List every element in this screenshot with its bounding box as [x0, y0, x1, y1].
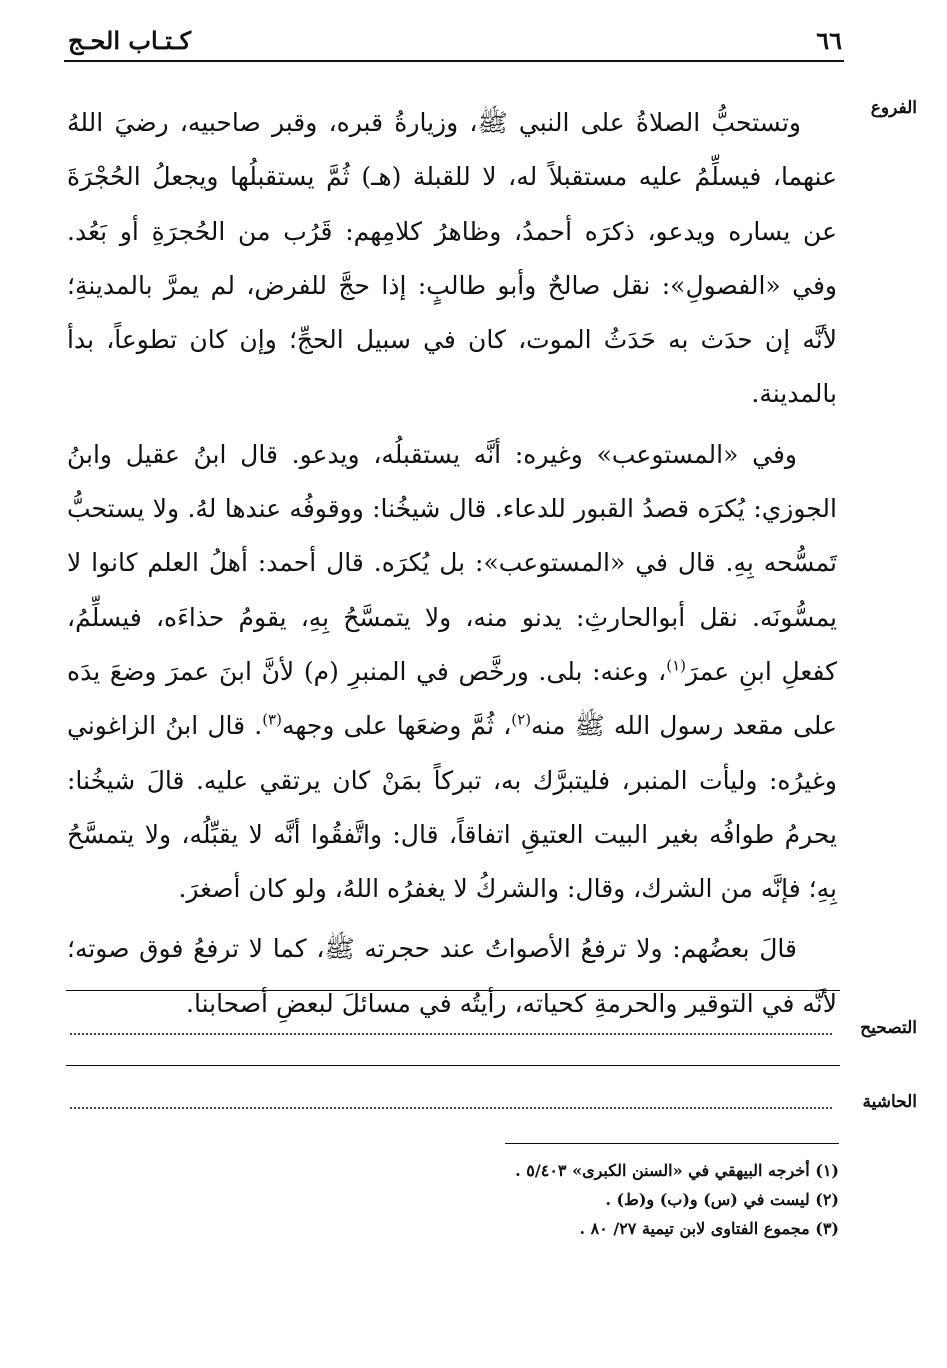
side-label-marginal-notes: الحاشية: [862, 1092, 917, 1112]
paragraph-mustawib: [67, 428, 837, 917]
footnotes: [319, 1156, 839, 1243]
book-title: كـتـاب الحـج: [68, 26, 191, 55]
side-label-correction: التصحيح: [860, 1018, 917, 1038]
footnote-separator: [505, 1143, 839, 1144]
page-header: [64, 24, 844, 62]
paragraph-text: ، وعنه: بلى. ورخَّص في المنبرِ (م) لأنَّ ابنَ عمرَ وضعَ يدَه على مقعد رسول الله ﷺ منه: [67, 656, 837, 741]
main-text: [67, 96, 837, 1031]
paragraph-text: ، ثُمَّ وضعَها على وجهه: [281, 711, 512, 741]
paragraph-voices: قالَ بعضُهم: ولا ترفعُ الأصواتُ عند حجرته ﷺ، كما لا ترفعُ فوق صوته؛ لأنَّه في التوقير والحرمةِ كحياته، رأيتُه في مسائلَ لبعضِ أصحابنا.: [67, 934, 837, 1018]
footnote-3: (٣) مجموع الفتاوى لابن تيمية ٢٧/ ٨٠ .: [579, 1219, 839, 1238]
page-number: ٦٦: [816, 26, 842, 55]
footnote-ref-2: (٢): [511, 710, 532, 729]
section-divider: [66, 990, 840, 991]
footnote-ref-3: (٣): [262, 710, 282, 729]
paragraph-visit: وتستحبُّ الصلاةُ على النبي ﷺ، وزيارةُ قبره، وقبر صاحبيه، رضيَ اللهُ عنهما، فيسلِّمُ عليه مستقبلاً له، لا للقبلة (هـ) ثُمَّ يستقبلُها ويجعلُ الحُجْرَةَ عن يساره ويدعو، ذكرَه أحمدُ، وظاهرُ كلامِهم: قَرُب من الحُجرَةِ أو بَعُد. وفي «الفصولِ»: نقل صالحٌ وأبو طالبٍ: إذا حجَّ للفرض، لم يمرَّ بالمدينةِ؛ لأنَّه إن حدَث به حَدَثُ الموت، كان في سبيل الحجِّ؛ وإن كان تطوعاً، بدأ بالمدينة.: [67, 108, 837, 409]
marginal-notes-dotted-line: [70, 1107, 832, 1109]
side-label-branches: الفروع: [870, 98, 917, 118]
footnote-ref-1: (١): [666, 656, 687, 675]
correction-dotted-line: [70, 1033, 832, 1035]
paragraph-text: وفي «المستوعب» وغيره: أنَّه يستقبلُه، ويدعو. قال ابنُ عقيل وابنُ الجوزي: يُكرَه قصدُ القبور للدعاء. قال شيخُنا: ووقوفُه عندها لهُ. ولا يستحبُّ تَمسُّحه بِهِ. قال في «المستوعب»: بل يُكرَه. قال أحمد: أهلُ العلم كانوا لا يمسُّونَه. نقل أبوالحارثِ: يدنو منه، ولا يتمسَّحُ بِهِ، يقومُ حذاءَه، فيسلِّمُ، كفعلِ ابنِ عمرَ: [67, 439, 837, 686]
paragraph-text: . قال ابنُ الزاغوني وغيرُه: وليأت المنبر، فليتبرَّك به، تبركاً بمَنْ كان يرتقي عليه. قالَ شيخُنا: يحرمُ طوافُه بغير البيت العتيقِ اتفاقاً، قال: واتَّفقُوا أنَّه لا يقبِّلُه، ولا يتمسَّحُ بِهِ؛ فإنَّه من الشرك، وقال: والشركُ لا يغفرُه اللهُ، ولو كان أصغرَ.: [67, 711, 837, 904]
footnote-1: (١) أخرجه البيهقي في «السنن الكبرى» ٥/٤٠٣ .: [515, 1161, 839, 1180]
footnote-2: (٢) ليست في (س) و(ب) و(ط) .: [605, 1190, 839, 1209]
section-divider: [66, 1065, 840, 1066]
